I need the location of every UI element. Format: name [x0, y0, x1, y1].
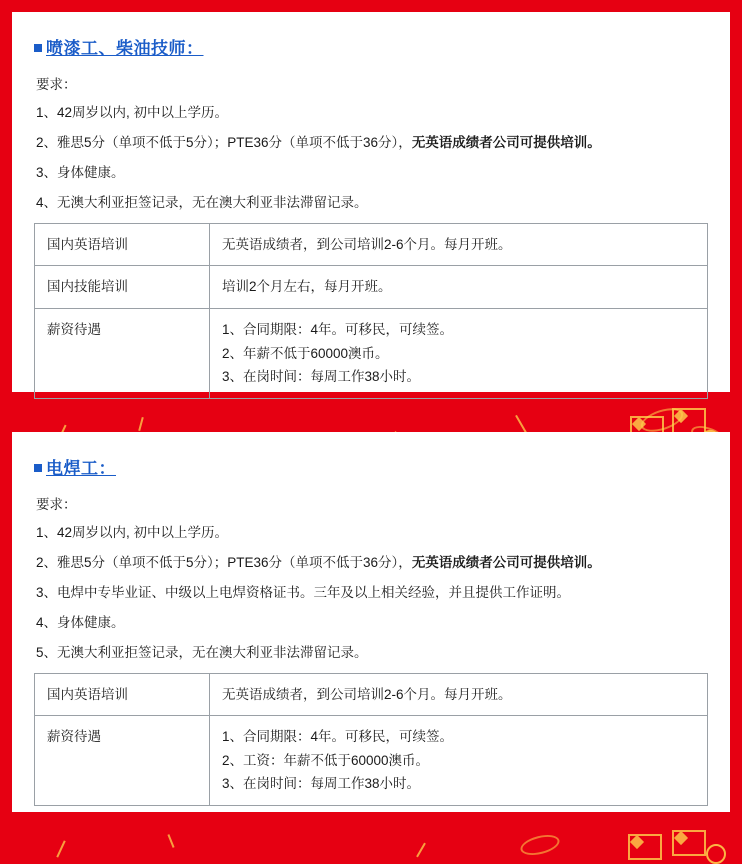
details-table-welder — [34, 673, 708, 807]
requirement-item: 1、42周岁以内, 初中以上学历。 — [36, 525, 229, 540]
square-bullet-icon — [34, 464, 42, 472]
table-row — [35, 308, 708, 398]
table-cell-value: 培训2个月左右，每月开班。 — [210, 266, 708, 309]
table-cell-value: 1、合同期限：4年。可移民，可续签。 2、工资：年薪不低于60000澳币。 3、在岗时间：每周工作38小时。 — [210, 716, 708, 806]
requirement-item: 4、无澳大利亚拒签记录，无在澳大利亚非法滞留记录。 — [36, 194, 368, 210]
job-card-painter-diesel — [12, 12, 730, 392]
requirement-item: 5、无澳大利亚拒签记录，无在澳大利亚非法滞留记录。 — [36, 644, 368, 660]
section-title-painter-diesel — [34, 34, 708, 59]
table-cell-value: 无英语成绩者，到公司培训2-6个月。每月开班。 — [210, 223, 708, 266]
requirement-item: 3、身体健康。 — [36, 164, 125, 180]
table-cell-value: 无英语成绩者，到公司培训2-6个月。每月开班。 — [210, 673, 708, 716]
requirement-item: 1、42周岁以内, 初中以上学历。 — [36, 105, 229, 120]
requirements-label: 要求： — [36, 77, 77, 92]
table-row — [35, 266, 708, 309]
table-row — [35, 716, 708, 806]
table-cell-key: 国内英语培训 — [35, 223, 210, 266]
requirement-item: 3、电焊中专毕业证、中级以上电焊资格证书。三年及以上相关经验，并且提供工作证明。 — [36, 584, 571, 600]
table-cell-key: 国内英语培训 — [35, 673, 210, 716]
table-row — [35, 673, 708, 716]
requirement-item: 2、雅思5分（单项不低于5分）；PTE36分（单项不低于36分），无英语成绩者公司可提供培训。 — [36, 134, 601, 150]
table-cell-key: 薪资待遇 — [35, 308, 210, 398]
requirements-label: 要求： — [36, 497, 77, 512]
job-card-welder — [12, 432, 730, 812]
table-cell-value: 1、合同期限：4年。可移民，可续签。 2、年薪不低于60000澳币。 3、在岗时间：每周工作38小时。 — [210, 308, 708, 398]
section-title-text: 喷漆工、柴油技师： — [46, 39, 204, 58]
details-table-painter-diesel — [34, 223, 708, 399]
table-cell-key: 国内技能培训 — [35, 266, 210, 309]
requirement-item: 2、雅思5分（单项不低于5分）；PTE36分（单项不低于36分），无英语成绩者公司可提供培训。 — [36, 554, 601, 570]
recruitment-flyer — [0, 12, 742, 860]
section-title-text: 电焊工： — [46, 459, 116, 478]
requirement-item: 4、身体健康。 — [36, 614, 125, 630]
table-cell-key: 薪资待遇 — [35, 716, 210, 806]
section-title-welder — [34, 454, 708, 479]
square-bullet-icon — [34, 44, 42, 52]
table-row — [35, 223, 708, 266]
